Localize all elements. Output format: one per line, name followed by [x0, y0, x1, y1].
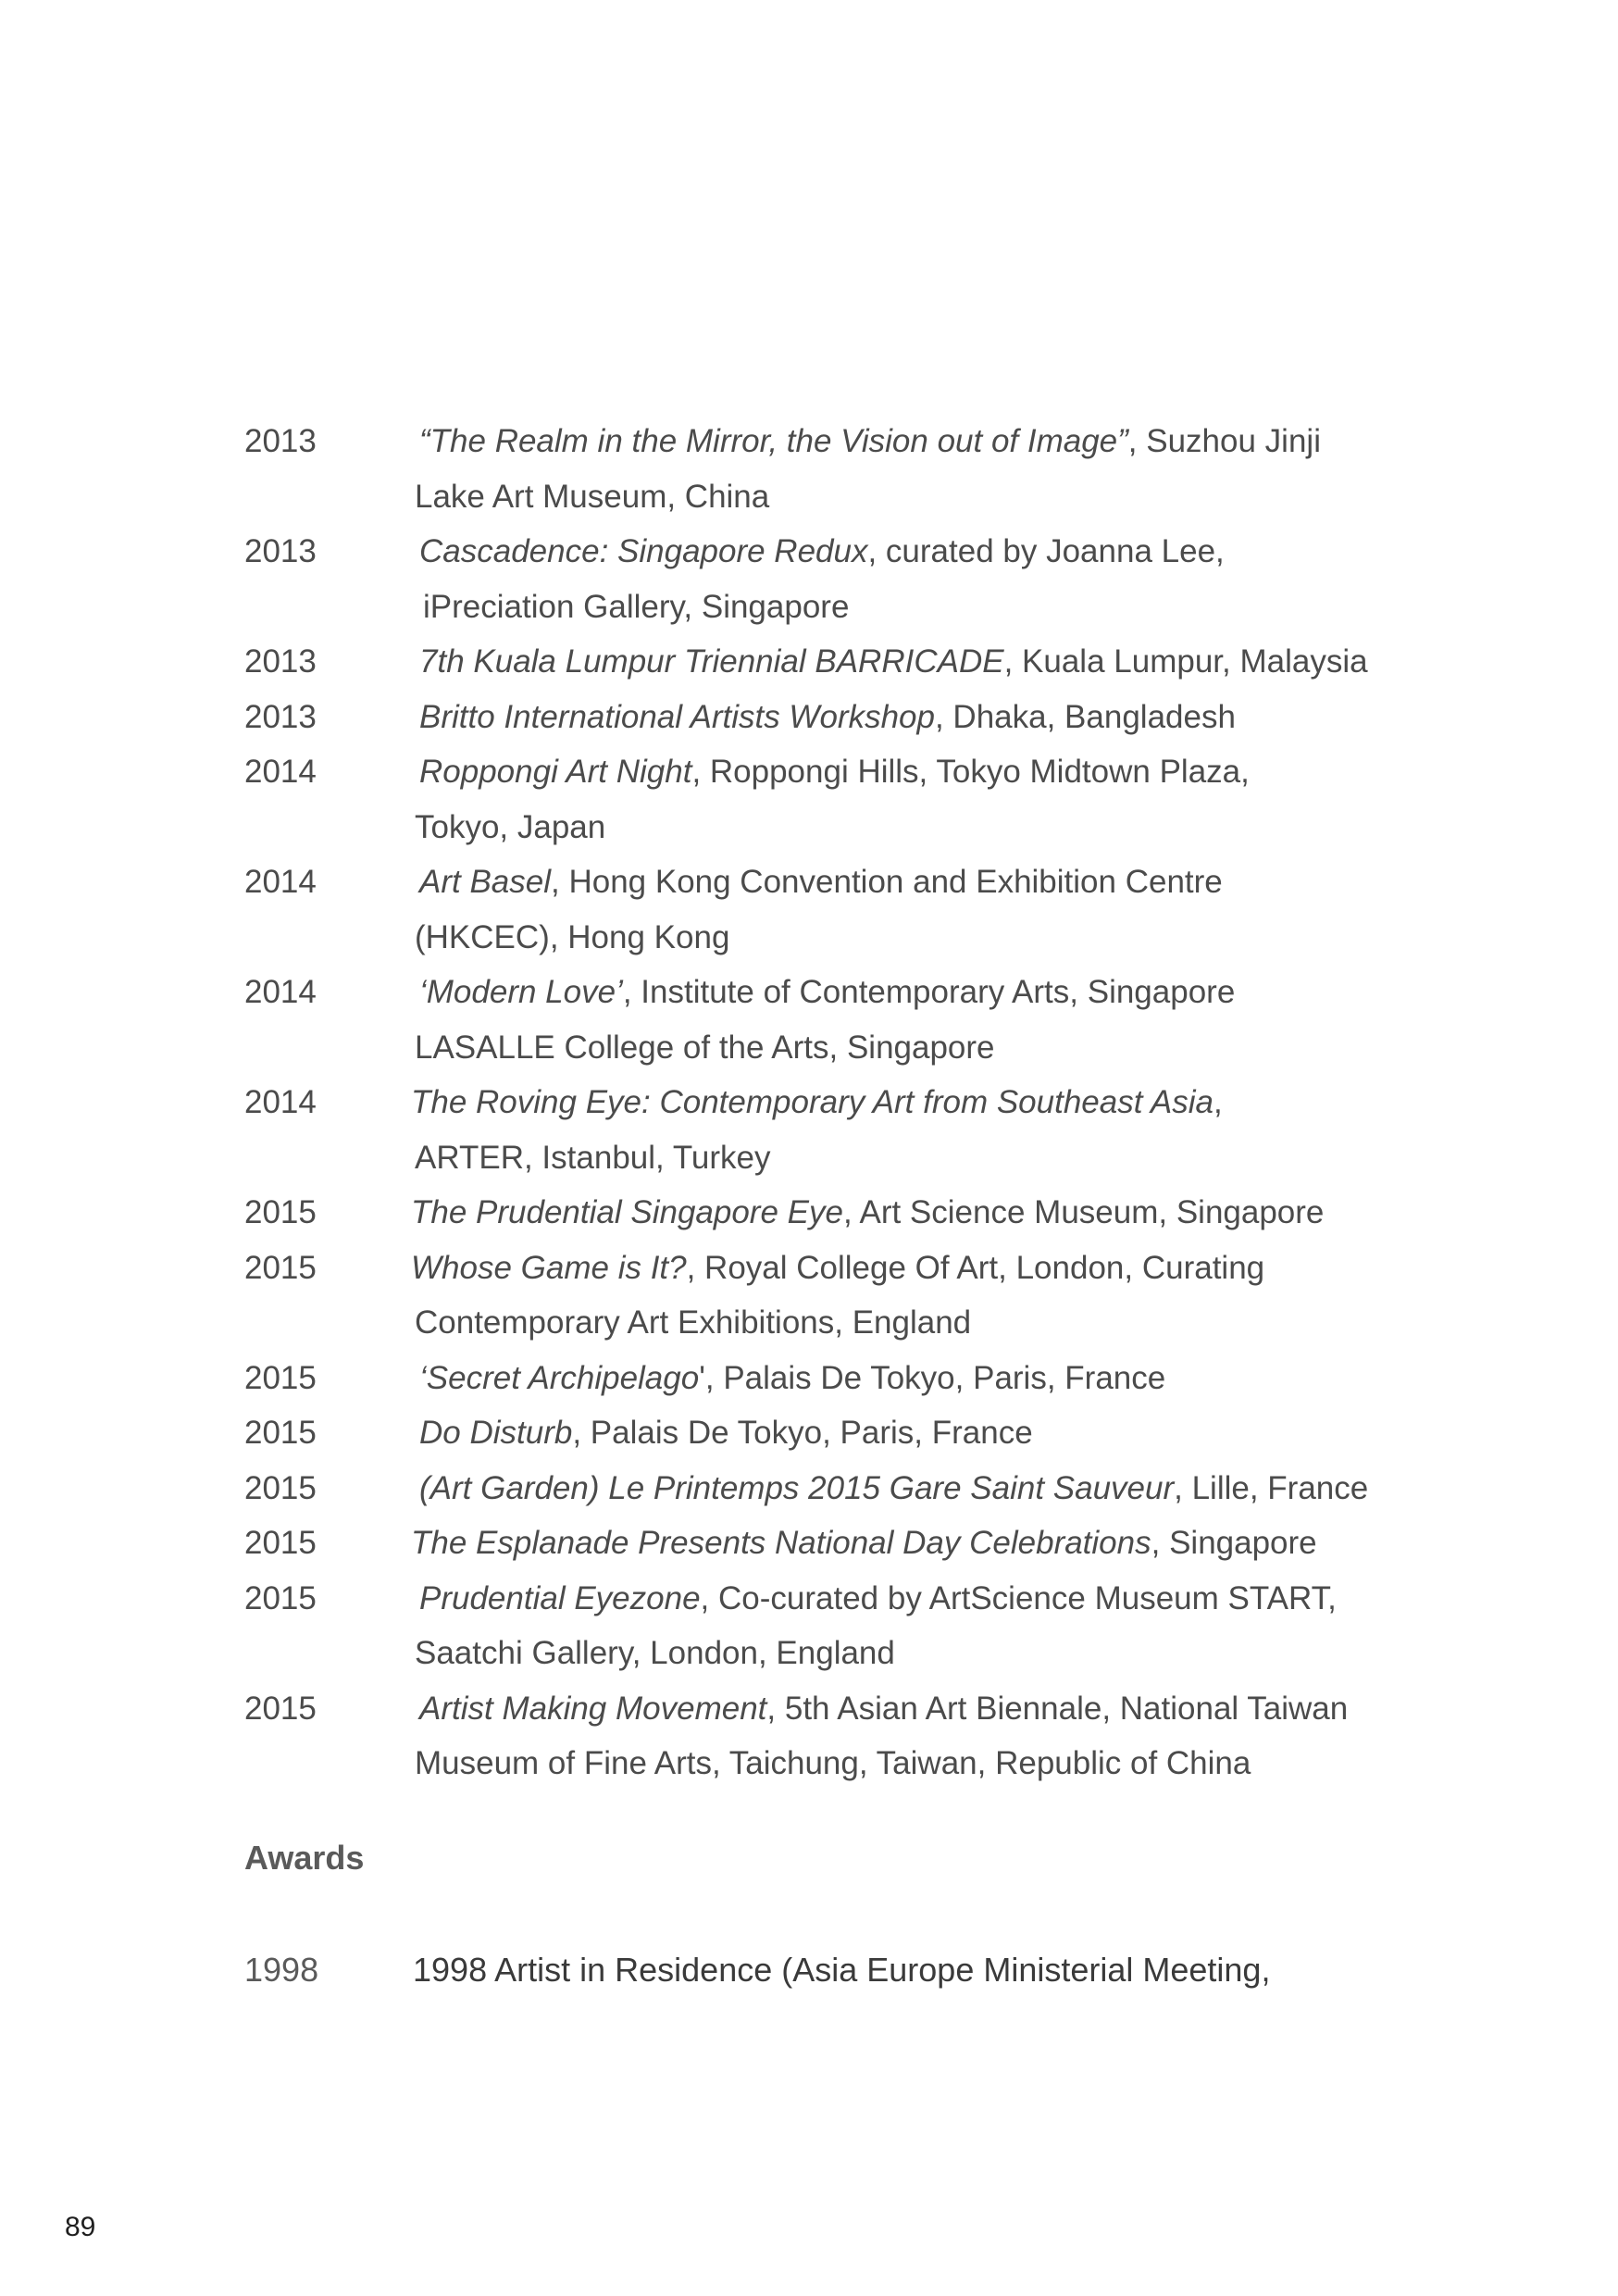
entry-year: 2015	[244, 1415, 317, 1451]
exhibition-entry	[244, 1075, 1448, 1185]
exhibition-title: The Esplanade Presents National Day Celebrations	[411, 1525, 1151, 1561]
exhibition-details: , Suzhou Jinji	[1127, 423, 1321, 459]
exhibition-title: “The Realm in the Mirror, the Vision out of Image”	[419, 423, 1128, 459]
entry-year: 2015	[244, 1359, 317, 1396]
entry-year: 2013	[244, 698, 317, 735]
entry-first-line	[415, 965, 1424, 1020]
exhibition-details: ,	[1213, 1084, 1223, 1120]
exhibition-title: (Art Garden) Le Printemps 2015 Gare Saint Sauveur	[419, 1469, 1175, 1506]
exhibition-details: , Art Science Museum, Singapore	[842, 1194, 1325, 1230]
exhibition-details: , Singapore	[1151, 1525, 1317, 1561]
exhibition-title: Roppongi Art Night	[419, 754, 692, 790]
exhibition-details-continued: Contemporary Art Exhibitions, England	[415, 1304, 972, 1341]
award-entry	[244, 1942, 1448, 1998]
exhibition-details: , Lille, France	[1174, 1469, 1369, 1506]
entry-first-line	[415, 524, 1424, 580]
exhibition-entry	[244, 1571, 1448, 1681]
entry-first-line	[415, 414, 1424, 469]
exhibition-entry	[244, 1461, 1448, 1516]
exhibition-details: , Roppongi Hills, Tokyo Midtown Plaza,	[691, 754, 1250, 790]
exhibition-details-continued: Museum of Fine Arts, Taichung, Taiwan, Republic of China	[415, 1745, 1251, 1781]
award-text: 1998 Artist in Residence (Asia Europe Ministerial Meeting,	[413, 1951, 1271, 1989]
exhibition-details-continued: LASALLE College of the Arts, Singapore	[415, 1029, 995, 1066]
exhibition-details: , 5th Asian Art Biennale, National Taiwan	[766, 1690, 1349, 1727]
exhibition-title: Do Disturb	[419, 1415, 573, 1451]
exhibition-title: Britto International Artists Workshop	[419, 698, 935, 735]
exhibition-entry	[244, 1681, 1448, 1791]
entry-first-line	[415, 1461, 1424, 1516]
exhibition-entry	[244, 524, 1448, 634]
entry-first-line	[415, 1351, 1424, 1406]
exhibition-entry	[244, 1241, 1448, 1351]
exhibition-details: , Royal College Of Art, London, Curating	[686, 1249, 1265, 1286]
entry-first-line	[411, 1241, 1424, 1296]
exhibition-title: The Prudential Singapore Eye	[411, 1194, 843, 1230]
entry-first-line	[415, 744, 1424, 800]
page-number: 89	[65, 2212, 96, 2242]
entry-first-line	[411, 1185, 1424, 1241]
exhibition-title: The Roving Eye: Contemporary Art from Southeast Asia	[411, 1084, 1214, 1120]
entry-year: 2014	[244, 864, 317, 900]
exhibition-details-continued: Lake Art Museum, China	[415, 478, 770, 515]
exhibition-details: , curated by Joanna Lee,	[867, 533, 1225, 569]
exhibition-title: Whose Game is It?	[411, 1249, 687, 1286]
entry-first-line	[411, 1516, 1424, 1571]
entry-year: 2013	[244, 643, 317, 680]
entry-year: 2013	[244, 423, 317, 459]
entry-year: 2015	[244, 1249, 317, 1286]
entry-first-line	[415, 690, 1424, 745]
exhibition-list	[244, 414, 1448, 1791]
exhibition-details: ', Palais De Tokyo, Paris, France	[699, 1359, 1166, 1396]
entry-first-line	[415, 855, 1424, 910]
exhibition-entry	[244, 414, 1448, 524]
exhibition-details-continued: Tokyo, Japan	[415, 808, 606, 845]
exhibition-entry	[244, 634, 1448, 690]
entry-year: 2014	[244, 754, 317, 790]
exhibition-details: , Kuala Lumpur, Malaysia	[1003, 643, 1368, 680]
exhibition-title: Art Basel	[419, 864, 551, 900]
exhibition-entry	[244, 965, 1448, 1075]
exhibition-details-continued: iPreciation Gallery, Singapore	[423, 588, 850, 625]
exhibition-details-continued: ARTER, Istanbul, Turkey	[415, 1139, 771, 1176]
exhibition-title: Prudential Eyezone	[419, 1579, 701, 1616]
exhibition-details: , Hong Kong Convention and Exhibition Centre	[551, 864, 1223, 900]
exhibition-title: Cascadence: Singapore Redux	[419, 533, 868, 569]
exhibition-details: , Co-curated by ArtScience Museum START,	[700, 1579, 1337, 1616]
entry-year: 2015	[244, 1194, 317, 1230]
entry-year: 2015	[244, 1690, 317, 1727]
entry-year: 2015	[244, 1525, 317, 1561]
exhibition-title: 7th Kuala Lumpur Triennial BARRICADE	[419, 643, 1004, 680]
entry-year: 2014	[244, 1084, 317, 1120]
entry-year: 2013	[244, 533, 317, 569]
entry-first-line	[415, 1405, 1424, 1461]
awards-heading: Awards	[244, 1839, 365, 1877]
exhibition-entry	[244, 744, 1448, 855]
exhibition-title: ‘Secret Archipelago	[419, 1359, 700, 1396]
exhibition-title: Artist Making Movement	[419, 1690, 767, 1727]
entry-year: 2014	[244, 974, 317, 1010]
entry-first-line	[415, 1681, 1424, 1737]
exhibition-details-continued: Saatchi Gallery, London, England	[415, 1635, 895, 1671]
exhibition-entry	[244, 1351, 1448, 1406]
entry-year: 2015	[244, 1469, 317, 1506]
exhibition-title: ‘Modern Love’	[419, 974, 623, 1010]
entry-year: 2015	[244, 1579, 317, 1616]
exhibition-entry	[244, 1516, 1448, 1571]
exhibition-details-continued: (HKCEC), Hong Kong	[415, 918, 730, 955]
exhibition-entry	[244, 690, 1448, 745]
exhibition-details: , Institute of Contemporary Arts, Singapore	[622, 974, 1236, 1010]
entry-first-line	[411, 1075, 1424, 1130]
exhibition-entry	[244, 1405, 1448, 1461]
award-year: 1998	[244, 1951, 319, 1989]
entry-first-line	[415, 1571, 1424, 1627]
exhibition-details: , Dhaka, Bangladesh	[934, 698, 1236, 735]
exhibition-entry	[244, 855, 1448, 965]
entry-first-line	[415, 634, 1424, 690]
exhibition-details: , Palais De Tokyo, Paris, France	[572, 1415, 1033, 1451]
exhibition-entry	[244, 1185, 1448, 1241]
